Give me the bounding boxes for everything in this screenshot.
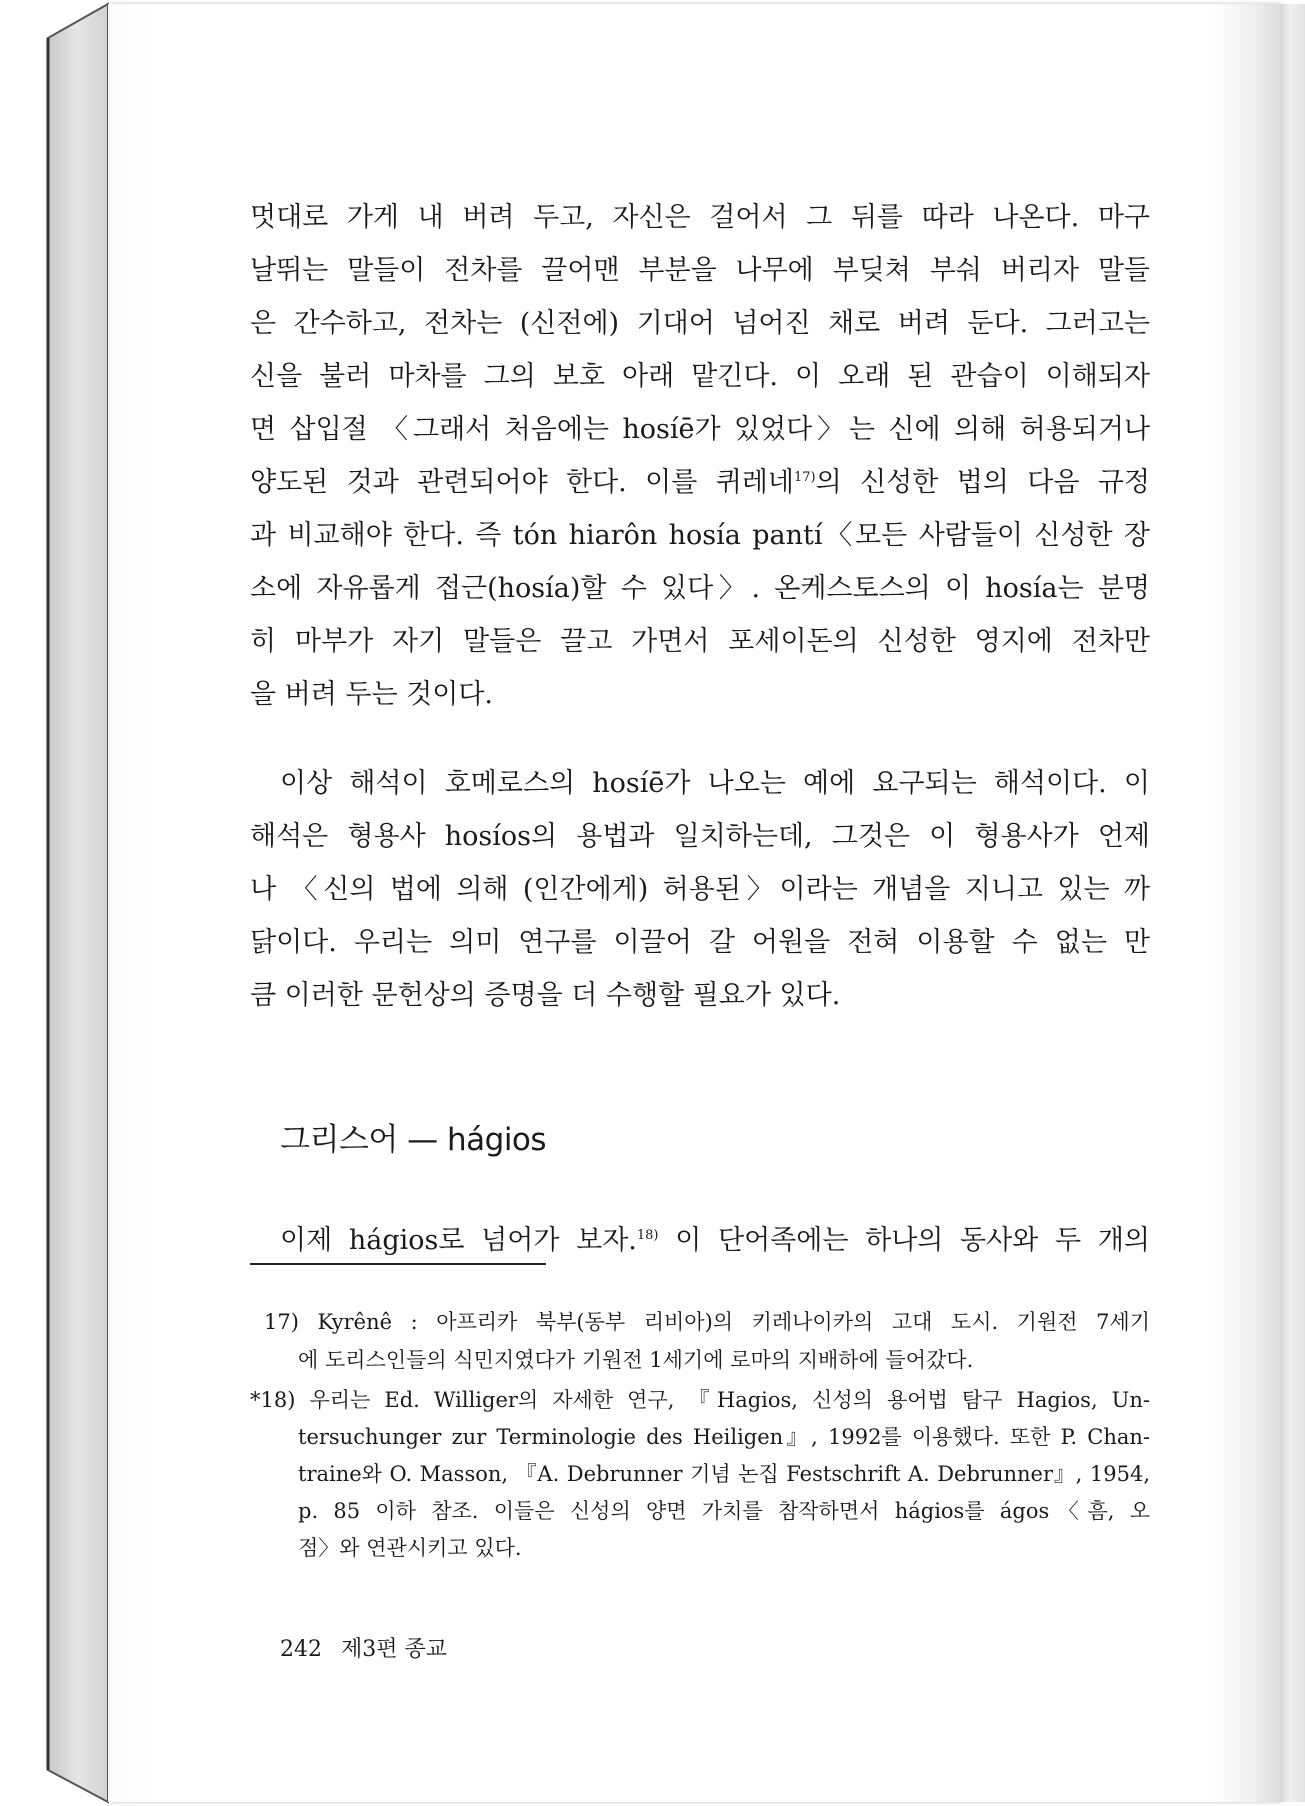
page-edge-shadow — [1280, 4, 1305, 1802]
text-span: 이제 hágios로 넘어가 보자. — [280, 1225, 637, 1256]
text-line: 소에 자유롭게 접근(hosía)할 수 있다〉. 온케스토스의 이 hosía는 분명 — [250, 573, 1150, 604]
footnote-18-line: p. 85 이하 참조. 이들은 신성의 양면 가치를 참작하면서 hágios를 ágos〈흠, 오 — [298, 1499, 1150, 1523]
text-line: 큼 이러한 문헌상의 증명을 더 수행할 필요가 있다. — [250, 980, 841, 1011]
text-line: 을 버려 두는 것이다. — [250, 679, 493, 710]
text-line: 나 〈신의 법에 의해 (인간에게) 허용된〉이라는 개념을 지니고 있는 까 — [250, 874, 1150, 905]
text-line: 닭이다. 우리는 의미 연구를 이끌어 갈 어원을 전혀 이용할 수 없는 만 — [250, 927, 1150, 958]
text-line: 해석은 형용사 hosíos의 용법과 일치하는데, 그것은 이 형용사가 언제 — [250, 821, 1150, 852]
text-line: 멋대로 가게 내 버려 두고, 자신은 걸어서 그 뒤를 따라 나온다. 마구 — [250, 202, 1150, 233]
text-line: 신을 불러 마차를 그의 보호 아래 맡긴다. 이 오래 된 관습이 이해되자 — [250, 361, 1150, 392]
text-line-with-footnote — [250, 465, 1150, 501]
footnote-17-line: 17) Kyrênê : 아프리카 북부(동부 리비아)의 키레나이카의 고대 도시. 기원전 7세기 — [264, 1310, 1150, 1334]
text-line: 은 간수하고, 전차는 (신전에) 기대어 넘어진 채로 버려 둔다. 그러고는 — [250, 308, 1150, 339]
footnote-ref-18[interactable]: 18) — [636, 1228, 659, 1243]
text-line: 히 마부가 자기 말들은 끌고 가면서 포세이돈의 신성한 영지에 전차만 — [250, 626, 1150, 657]
section-name: 제3편 종교 — [341, 1637, 447, 1662]
text-line: 면 삽입절 〈그래서 처음에는 hosíē가 있었다〉는 신에 의해 허용되거나 — [250, 414, 1150, 445]
text-span: 의 신성한 법의 다음 규정 — [815, 467, 1151, 498]
text-span: 이 단어족에는 하나의 동사와 두 개의 — [658, 1225, 1150, 1256]
footnote-17-line: 에 도리스인들의 식민지였다가 기원전 1세기에 로마의 지배하에 들어갔다. — [298, 1348, 974, 1372]
section-heading: 그리스어 — hágios — [280, 1122, 547, 1158]
text-line-with-footnote — [280, 1223, 1150, 1259]
footnote-ref-17[interactable]: 17) — [793, 470, 816, 485]
footnote-divider — [250, 1263, 546, 1265]
page-footer — [280, 1635, 447, 1665]
page-number: 242 — [280, 1637, 322, 1662]
text-span: 양도된 것과 관련되어야 한다. 이를 퀴레네 — [250, 467, 794, 498]
text-line: 과 비교해야 한다. 즉 tón hiarôn hosía pantí〈모든 사람들이 신성한 장 — [250, 520, 1150, 551]
footnote-18-line: tersuchunger zur Terminologie des Heiligen』, 1992를 이용했다. 또한 P. Chan- — [298, 1425, 1150, 1449]
footnote-18-line: traine와 O. Masson, 『A. Debrunner 기념 논집 Festschrift A. Debrunner』, 1954, — [298, 1462, 1150, 1486]
footnote-18-line: *18) 우리는 Ed. Williger의 자세한 연구, 『Hagios, 신성의 용어법 탐구 Hagios, Un- — [250, 1388, 1150, 1412]
text-line: 이상 해석이 호메로스의 hosíē가 나오는 예에 요구되는 해석이다. 이 — [280, 768, 1150, 799]
footnote-18-line: 점〉와 연관시키고 있다. — [298, 1536, 522, 1560]
text-line: 날뛰는 말들이 전차를 끌어맨 부분을 나무에 부딪쳐 부숴 버리자 말들 — [250, 255, 1150, 286]
